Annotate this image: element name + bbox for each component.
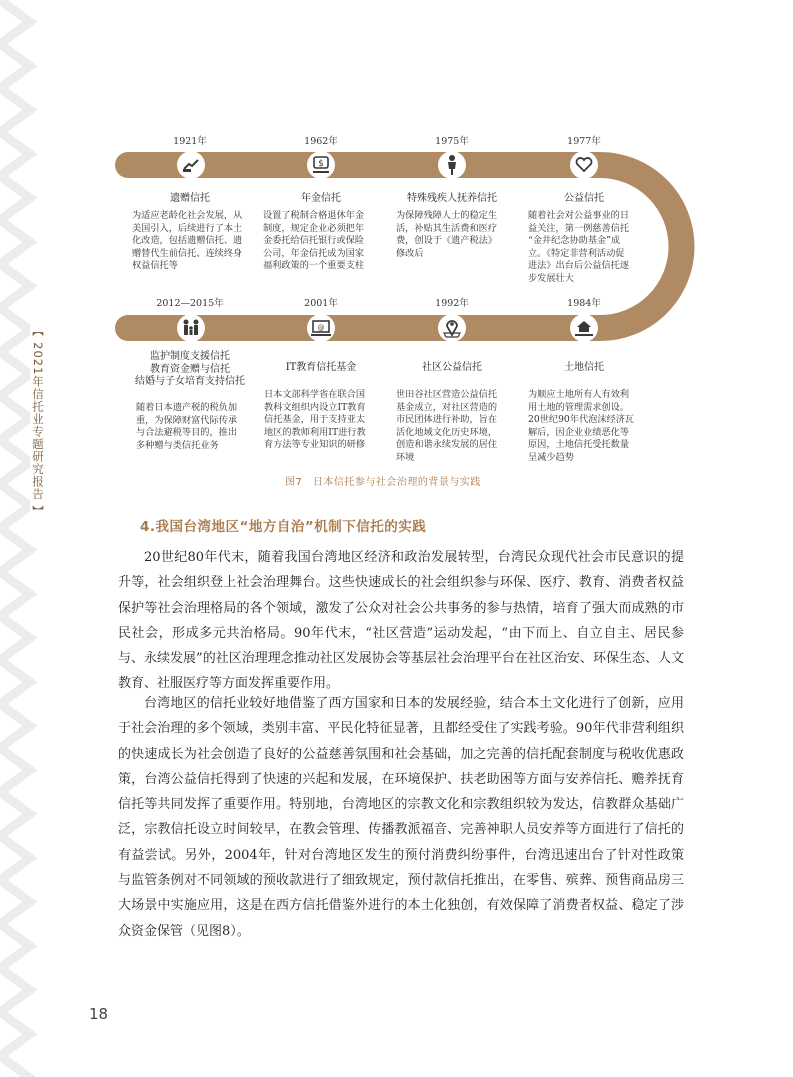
timeline-node-desc: 为适应老龄化社会发展，从 美国引入，后续进行了本土 化改造，包括遗赠信托、遗 赠替代生前信托、连续终身 权益信托等 (132, 210, 243, 272)
timeline-year: 1962年 (304, 136, 338, 147)
timeline-node-title: 遗赠信托 (170, 193, 210, 204)
timeline-node-desc: 随着日本遗产税的税负加 重，为保障财富代际传承 与合法避税等目的，推出 多种赠与类信托业务 (136, 402, 238, 451)
timeline-node-desc: 为顺应土地所有人有效利 用土地的管理需求创设。 20世纪90年代泡沫经济瓦 解后，因企业业绩恶化等 原因，土地信托受托数量 呈减少趋势 (528, 389, 635, 463)
timeline-node-desc: 日本文部科学省在联合国 教科文组织内设立IT教育 信托基金，用于支持亚太 地区的教师利用IT进行教 育方法等专业知识的研修 (264, 389, 366, 451)
timeline-node-title: 监护制度支援信托 教育资金赠与信托 结婚与子女培育支持信托 (135, 351, 245, 387)
timeline-year: 1975年 (435, 136, 469, 147)
timeline-node-desc: 为保障残障人士的稳定生 活，补贴其生活费和医疗 费，创设于《遗产税法》 修改后 (396, 210, 498, 259)
timeline-node-desc: 随着社会对公益事业的日 益关注，第一例慈善信托 “金井纪念协助基金”成 立。《特定非营利活动促 进法》出台后公益信托逐 步发展壮大 (528, 210, 630, 284)
timeline-year: 1992年 (435, 298, 469, 309)
timeline-node-title: IT教育信托基金 (285, 362, 357, 373)
timeline-year: 1984年 (567, 298, 601, 309)
section-heading: 4.我国台湾地区“地方自治”机制下信托的实践 (140, 519, 427, 535)
page-number: 18 (89, 1005, 109, 1023)
timeline-node-desc: 世田谷社区营造公益信托 基金成立，对社区营造的 市民团体进行补助，旨在 活化地域文化历史环境， 创造和谐永续发展的居住 环境 (396, 389, 498, 463)
timeline-node-title: 社区公益信托 (422, 362, 482, 373)
house-hand-icon (569, 313, 599, 343)
svg-text:@: @ (317, 324, 325, 332)
map-pin-icon (437, 313, 467, 343)
handshake-icon (176, 150, 206, 180)
body-paragraph: 台湾地区的信托业较好地借鉴了西方国家和日本的发展经验，结合本土文化进行了创新，应用于社会治理的多个领域，类别丰富、平民化特征显著，且都经受住了实践考验。90年代非营利组织的快速成长为社会创造了良好的公益慈善氛围和社会基础，加之完善的信托配套制度与税收优惠政策，台湾公益信托得到了快速的兴起和发展，在环境保护、扶老助困等方面与安养信托、赡养抚育信托等共同发挥了重要作用。特别地，台湾地区的宗教文化和宗教组织较为发达，信教群众基础广泛，宗教信托设立时间较早，在教会管理、传播教派福音、完善神职人员安养等方面进行了信托的有益尝试。另外，2004年，针对台湾地区发生的预付消费纠纷事件，台湾迅速出台了针对性政策与监管条例对不同领域的预收款进行了细致规定，预付款信托推出，在零售、殡葬、预售商品房三大场景中实施应用，这是在西方信托借鉴外进行的本土化独创，有效保障了消费者权益、稳定了涉众资金保管（见图8）。 (118, 696, 684, 939)
timeline-year: 2001年 (304, 298, 338, 309)
timeline-node-desc: 设置了税制合格退休年金 制度，规定企业必须把年 金委托给信托银行或保险 公司，年金信托成为国家 福利政策的一个重要支柱 (263, 210, 365, 272)
body-paragraph: 20世纪80年代末，随着我国台湾地区经济和政治发展转型，台湾民众现代社会市民意识的提升等，社会组织登上社会治理舞台。这些快速成长的社会组织参与环保、医疗、教育、消费者权益保护等社会治理格局的各个领域，激发了公众对社会公共事务的参与热情，培育了强大而成熟的市民社会，形成多元共治格局。90年代末，“社区营造”运动发起，“由下而上、自立自主、居民参与、永续发展”的社区治理理念推动社区发展协会等基层社会治理平台在社区治安、环保生态、人文教育、社服医疗等方面发挥重要作用。 (118, 550, 684, 692)
person-icon (437, 150, 467, 180)
family-icon (176, 313, 206, 343)
computer-icon (306, 313, 336, 343)
svg-text:$: $ (318, 159, 324, 169)
timeline-node-title: 年金信托 (301, 193, 341, 204)
timeline-node-title: 公益信托 (564, 193, 604, 204)
timeline-node-title: 土地信托 (564, 362, 604, 373)
timeline-year: 1921年 (173, 136, 207, 147)
money-icon (306, 150, 336, 180)
side-tab-report-title: 【 2021年信托业专题研究报告 】 (31, 325, 45, 518)
timeline-year: 2012—2015年 (156, 298, 224, 309)
timeline-year: 1977年 (567, 136, 601, 147)
timeline-node-title: 特殊残疾人抚养信托 (407, 193, 497, 204)
heart-hand-icon (569, 150, 599, 180)
figure-caption: 图7 日本信托参与社会治理的背景与实践 (285, 477, 481, 488)
